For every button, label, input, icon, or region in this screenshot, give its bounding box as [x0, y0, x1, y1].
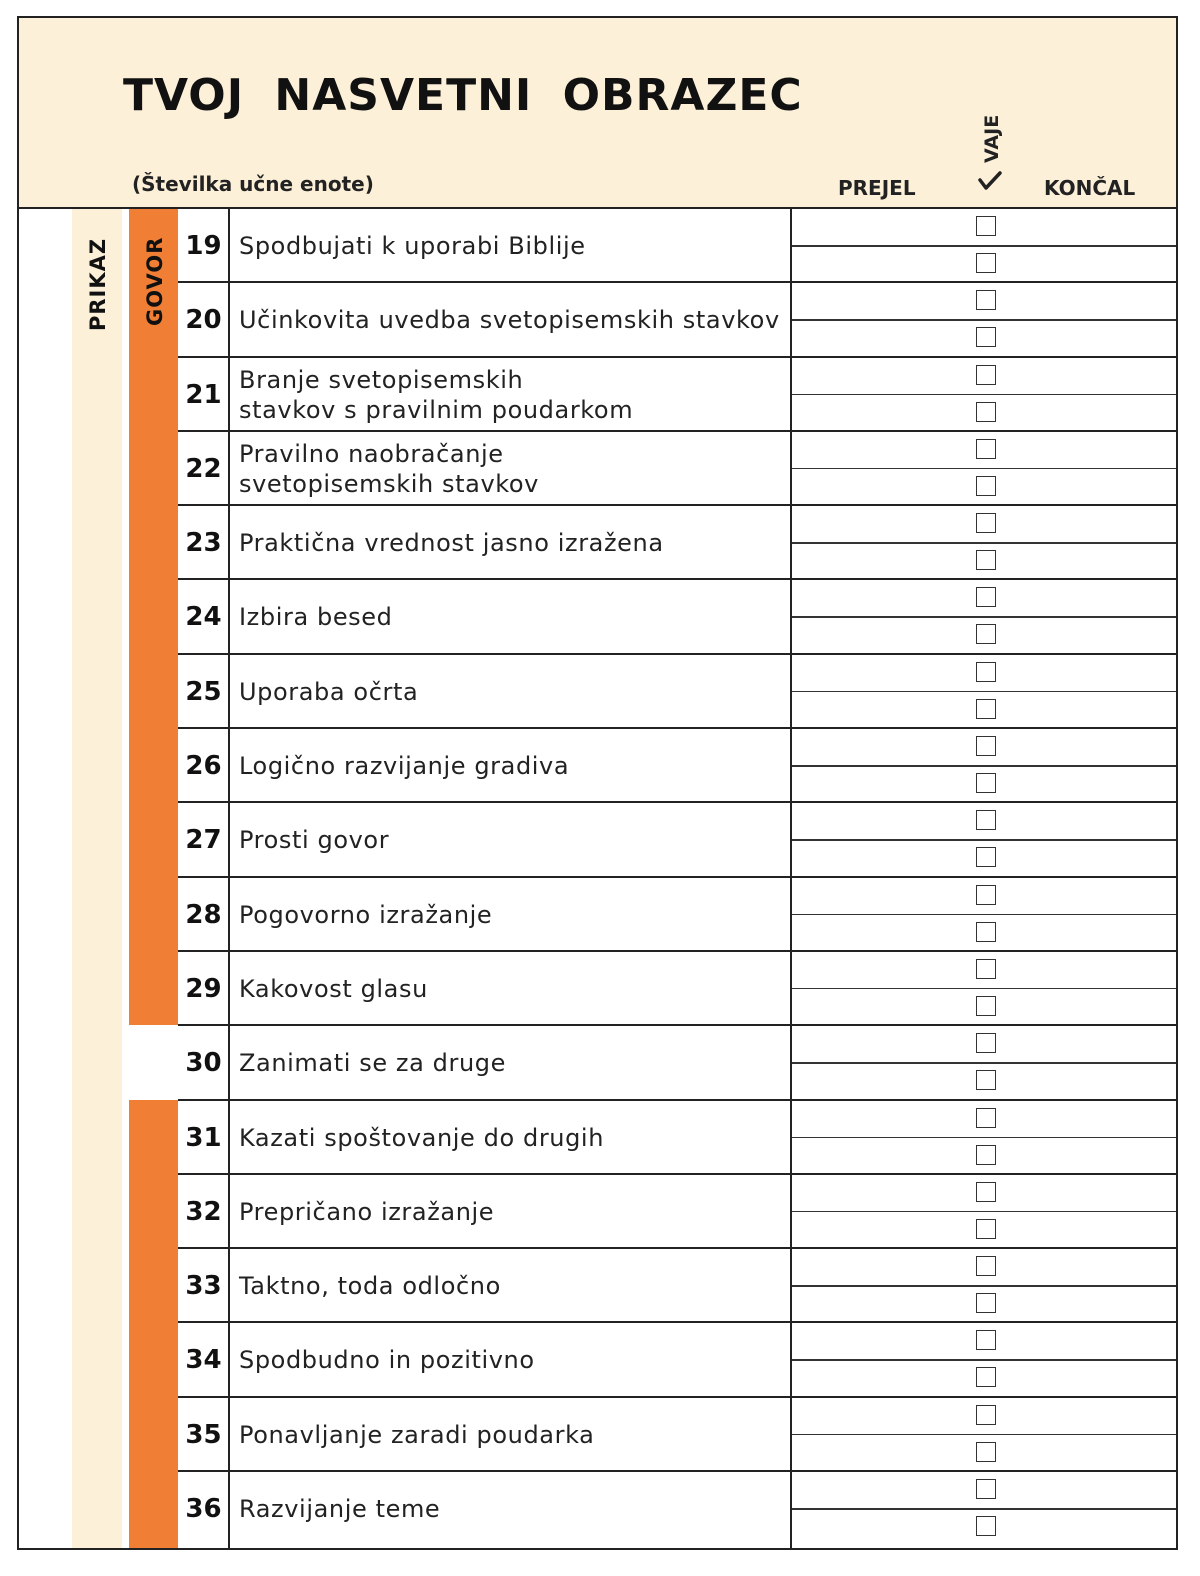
lesson-number: 26	[185, 751, 222, 782]
row-half-divider	[792, 1137, 1176, 1139]
table-row	[19, 432, 1176, 506]
exercise-checkbox[interactable]	[976, 1479, 996, 1499]
exercise-checkbox[interactable]	[976, 922, 996, 942]
counsel-form	[17, 16, 1178, 1550]
exercise-checkbox[interactable]	[976, 810, 996, 830]
row-half-divider	[792, 914, 1176, 916]
table-row	[19, 803, 1176, 877]
exercise-checkbox[interactable]	[976, 1033, 996, 1053]
row-half-divider	[792, 1359, 1176, 1361]
exercise-checkbox[interactable]	[976, 1219, 996, 1239]
lesson-rows	[19, 209, 1176, 1546]
exercise-checkbox[interactable]	[976, 1256, 996, 1276]
lesson-number: 34	[185, 1345, 222, 1376]
exercise-checkbox[interactable]	[976, 439, 996, 459]
lesson-topic: Pravilno naobračanje svetopisemskih stavkov	[239, 439, 539, 498]
exercise-checkbox[interactable]	[976, 1330, 996, 1350]
table-row	[19, 1323, 1176, 1397]
exercise-checkbox[interactable]	[976, 1405, 996, 1425]
row-half-divider	[792, 691, 1176, 693]
lesson-number: 33	[185, 1271, 222, 1302]
exercise-checkbox[interactable]	[976, 1293, 996, 1313]
table-row	[19, 283, 1176, 357]
lesson-number: 30	[185, 1048, 222, 1079]
exercise-checkbox[interactable]	[976, 662, 996, 682]
lesson-number: 29	[185, 973, 222, 1004]
lesson-topic: Uporaba očrta	[239, 677, 419, 706]
exercise-checkbox[interactable]	[976, 699, 996, 719]
column-header-vaje	[977, 114, 1003, 198]
row-half-divider	[792, 616, 1176, 618]
lesson-topic: Ponavljanje zaradi poudarka	[239, 1420, 595, 1449]
table-row	[19, 209, 1176, 283]
column-header-vaje-label: VAJE	[981, 114, 1003, 163]
exercise-checkbox[interactable]	[976, 216, 996, 236]
exercise-checkbox[interactable]	[976, 959, 996, 979]
exercise-checkbox[interactable]	[976, 736, 996, 756]
lesson-number: 25	[185, 676, 222, 707]
table-row	[19, 358, 1176, 432]
lesson-topic: Pogovorno izražanje	[239, 900, 493, 929]
number-column-divider	[228, 209, 230, 1548]
table-row	[19, 1472, 1176, 1546]
lesson-number: 24	[185, 602, 222, 633]
row-half-divider	[792, 765, 1176, 767]
exercise-checkbox[interactable]	[976, 587, 996, 607]
form-title: TVOJ NASVETNI OBRAZEC	[123, 70, 803, 121]
row-half-divider	[792, 1434, 1176, 1436]
lesson-topic: Izbira besed	[239, 603, 393, 632]
row-half-divider	[792, 319, 1176, 321]
exercise-checkbox[interactable]	[976, 885, 996, 905]
lesson-number: 27	[185, 825, 222, 856]
form-header	[19, 18, 1176, 209]
exercise-checkbox[interactable]	[976, 253, 996, 273]
lesson-topic: Spodbujati k uporabi Biblije	[239, 232, 586, 260]
lesson-topic: Prosti govor	[239, 826, 390, 855]
lesson-number: 23	[185, 528, 222, 559]
lesson-number: 28	[185, 899, 222, 930]
lesson-topic: Taktno, toda odločno	[239, 1272, 501, 1301]
govor-label: GOVOR	[143, 236, 167, 326]
lesson-topic: Branje svetopisemskih stavkov s pravilnim poudarkom	[239, 365, 634, 424]
exercise-checkbox[interactable]	[976, 290, 996, 310]
row-half-divider	[792, 988, 1176, 990]
exercise-checkbox[interactable]	[976, 773, 996, 793]
lesson-number: 22	[185, 453, 222, 484]
row-half-divider	[792, 1508, 1176, 1510]
exercise-checkbox[interactable]	[976, 1182, 996, 1202]
exercise-checkbox[interactable]	[976, 847, 996, 867]
exercise-checkbox[interactable]	[976, 327, 996, 347]
table-row	[19, 1398, 1176, 1472]
lesson-topic: Prepričano izražanje	[239, 1197, 495, 1226]
lesson-number: 36	[185, 1494, 222, 1525]
exercise-checkbox[interactable]	[976, 402, 996, 422]
lesson-topic: Učinkovita uvedba svetopisemskih stavkov	[239, 306, 780, 335]
lesson-number: 32	[185, 1196, 222, 1227]
table-row	[19, 729, 1176, 803]
exercise-checkbox[interactable]	[976, 476, 996, 496]
row-half-divider	[792, 1211, 1176, 1213]
lesson-topic: Zanimati se za druge	[239, 1049, 506, 1078]
lesson-number-caption: (Številka učne enote)	[132, 172, 374, 196]
lesson-topic: Kakovost glasu	[239, 974, 428, 1003]
row-half-divider	[792, 468, 1176, 470]
exercise-checkbox[interactable]	[976, 513, 996, 533]
table-row	[19, 878, 1176, 952]
lesson-topic: Spodbudno in pozitivno	[239, 1346, 535, 1375]
exercise-checkbox[interactable]	[976, 1108, 996, 1128]
table-row	[19, 1249, 1176, 1323]
table-row	[19, 580, 1176, 654]
exercise-checkbox[interactable]	[976, 1442, 996, 1462]
lesson-number: 19	[185, 231, 222, 261]
exercise-checkbox[interactable]	[976, 1145, 996, 1165]
lesson-topic: Razvijanje teme	[239, 1495, 441, 1524]
column-header-koncal: KONČAL	[1044, 176, 1136, 200]
row-half-divider	[792, 1285, 1176, 1287]
exercise-checkbox[interactable]	[976, 550, 996, 570]
table-row	[19, 1175, 1176, 1249]
column-header-prejel: PREJEL	[838, 176, 916, 200]
lesson-number: 21	[185, 379, 222, 410]
row-half-divider	[792, 1062, 1176, 1064]
table-row	[19, 1026, 1176, 1100]
lesson-number: 20	[185, 305, 222, 336]
prikaz-label: PRIKAZ	[86, 237, 110, 331]
table-row	[19, 506, 1176, 580]
row-half-divider	[792, 542, 1176, 544]
lesson-topic: Logično razvijanje gradiva	[239, 752, 570, 781]
exercise-checkbox[interactable]	[976, 996, 996, 1016]
topic-column-divider	[790, 209, 792, 1548]
exercise-checkbox[interactable]	[976, 624, 996, 644]
exercise-checkbox[interactable]	[976, 1516, 996, 1536]
row-half-divider	[792, 839, 1176, 841]
exercise-checkbox[interactable]	[976, 1367, 996, 1387]
exercise-checkbox[interactable]	[976, 365, 996, 385]
lesson-topic: Praktična vrednost jasno izražena	[239, 529, 664, 558]
exercise-checkbox[interactable]	[976, 1070, 996, 1090]
row-half-divider	[792, 394, 1176, 396]
lesson-number: 31	[185, 1122, 222, 1153]
lesson-topic: Kazati spoštovanje do drugih	[239, 1123, 605, 1152]
row-half-divider	[792, 245, 1176, 247]
lesson-number: 35	[185, 1419, 222, 1450]
table-row	[19, 952, 1176, 1026]
table-row	[19, 655, 1176, 729]
checkmark-icon	[977, 168, 1003, 192]
table-row	[19, 1101, 1176, 1175]
